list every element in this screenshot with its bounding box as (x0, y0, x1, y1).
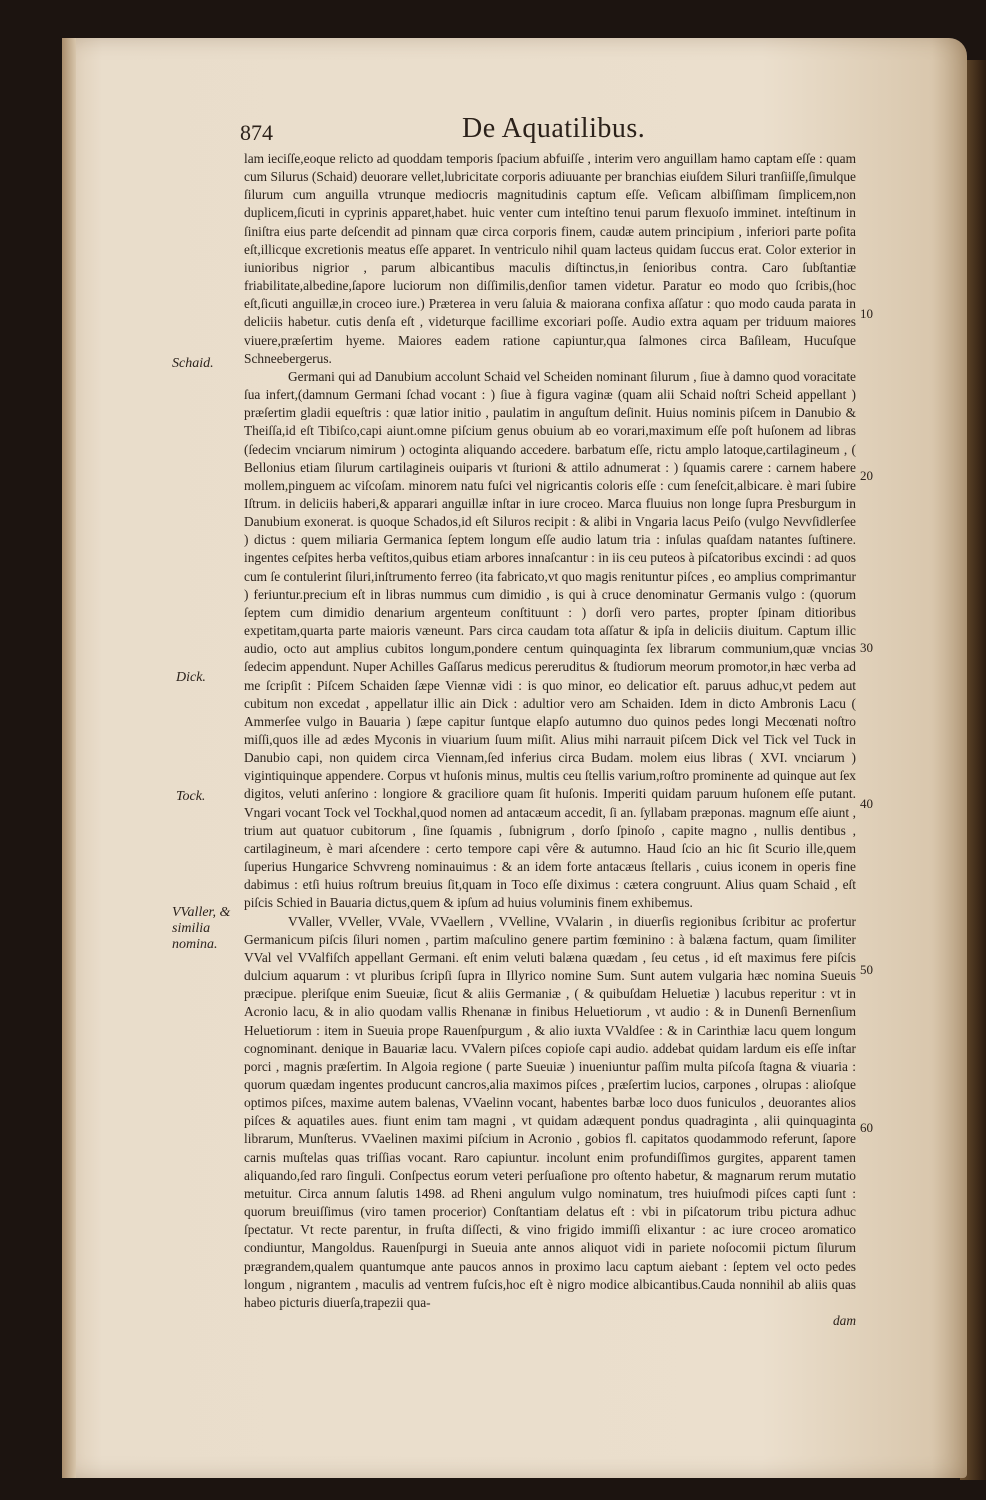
page-gutter-shadow (62, 38, 76, 1478)
running-title: De Aquatilibus. (462, 113, 646, 144)
paragraph-2: Germani qui ad Danubium accolunt Schaid vel Scheiden nominant ſilurum , ſiue à damno quod voracitate ſua infert,(damnum Germani ſchad vocant : ) ſiue à figura vaginæ (quam alii Schaid noſtri Scheid appellant ) præſertim gladii equeſtris : quæ latior initio , paulatim in anguſtum deſinit. Huius nominis piſcem in Danubio & Theiſſa,id eſt Tibiſco,capi aiunt.omne piſcium genus obuium ab eo vorari,maximum eſſe poſt huſonem ad libras (ſedecim vnciarum nimirum ) octoginta aliquando accedere. barbatum eſſe, rictu amplo latoque,cartilagineum , ( Bellonius etiam ſilurum cartilagineis ouiparis vt ſturioni & attilo adnumerat : ) ſquamis carere : carnem habere mollem,pinguem ac viſcoſam. minorem natu fuſci vel nigricantis coloris eſſe : cum ſeneſcit,albicare. è mari ſubire Iſtrum. in deliciis haberi,& apparari anguillæ inſtar in iure croceo. Marca fluuius non longe ſupra Presburgum in Danubium exonerat. is quoque Schados,id eſt Siluros recipit : & alibi in Vngaria lacus Peiſo (vulgo Nevvſidlerſee ) dictus : quem miliaria Germanica ſeptem longum eſſe audio latum tria : inſulas quaſdam natantes ſuſtinere. ingentes ceſpites herba veſtitos,quibus etiam arbores innaſcantur : in iis ceu puteos à piſcatoribus excindi : ad quos cum ſe contulerint ſiluri,inſtrumento ferreo (ita fabricato,vt quo magis renituntur piſces , eo amplius comprimantur ) feriuntur.precium eſt in libras nummus cum dimidio , is qui à cruce denominatur Germanis vulgo : (quorum ſeptem cum dimidio denarium argenteum conſtituunt : ) dorſi vero partes, propter ſpinam ditioribus expetitam,quarta parte maioris væneunt. Pars circa caudam tota aſſatur & ipſa in deliciis diuitum. Captum illic audio, octo aut amplius cubitos longum,pondere centum quinquaginta ſex librarum communium,quæ vncias ſedecim appendunt. Nuper Achilles Gaſſarus medicus pereruditus & ſtudiorum meorum promotor,in hæc verba ad me ſcripſit : Piſcem Schaiden ſæpe Viennæ vidi : is quo minor, eo delicatior eſt. paruus adhuc,vt pedem aut cubitum non excedat , appellatur illic ain Dick : adultior vero am Schaiden. Idem in dicto Ambronis Lacu ( Ammerſee vulgo in Bauaria ) ſæpe capitur ſuntque elapſo autumno duo quinos pedes longi Mecœnati noſtro miſſi,quos ille ad ædes Myconis in viuarium ſuum miſit. Alius mihi narrauit piſcem Dick vel Tick vel Tuck in Danubio capi, non quidem circa Viennam,ſed inferius circa Budam. molem eius libras ( XVI. vnciarum ) vigintiquinque appendere. Corpus vt huſonis minus, multis ceu ſtellis varium,roſtro prominente ad quinque aut ſex digitos, veluti anſerino : longiore & graciliore quam ſit huſonis. Imperiti quidam paruum huſonem eſſe putant. Vngari vocant Tock vel Tockhal,quod nomen ad antacæum accedit, ſi an. ſyllabam præponas. magnum eſſe aiunt , trium aut quatuor cubitorum , ſine ſquamis , ſubnigrum , dorſo ſpinoſo , capite magno , nullis dentibus , cartilagineum, è mari aſcendere : certo tempore capi vêre & autumno. Haud ſcio an hic ſit Scurio ille,quem ſuperius Hungarice Schvvreng nominauimus : & an idem forte antacæus ſtellaris , cuius iconem in operis fine dabimus : etſi huius roſtrum breuius ſit,quam in Toco eſſe diximus : cætera congruunt. Alius quam Schaid , eſt piſcis Schied in Bauaria dictus,quem & ipſum ad huius voluminis finem exhibemus. (244, 368, 856, 911)
line-number-10: 10 (860, 306, 873, 321)
main-text (244, 150, 856, 1330)
page-number: 874 (240, 120, 273, 145)
line-number-20: 20 (860, 468, 873, 483)
marginal-note-tock: Tock. (176, 789, 206, 804)
line-number-50: 50 (860, 962, 873, 977)
marginal-note-dick: Dick. (176, 670, 206, 685)
line-number-60: 60 (860, 1120, 873, 1135)
line-number-30: 30 (860, 640, 873, 655)
marginal-note-schaid: Schaid. (172, 356, 214, 371)
paragraph-1: lam ieciſſe,eoque relicto ad quoddam temporis ſpacium abfuiſſe , interim vero anguillam hamo captam eſſe : quam cum Silurus (Schaid) deuorare vellet,lubricitate corporis adiuuante per branchias eiuſdem Siluri tranſiiſſe,ſimulque ſilurum cum anguilla vtrunque mediocris magnitudinis captum eſſe. Veſicam albiſſimam ſimplicem,non duplicem,ſicuti in cyprinis apparet,habet. huic venter cum inteſtino tenui parum flexuoſo imminet. inteſtinum in ſiniſtra eius parte deſcendit ad pinnam quæ circa corporis finem, caudæ autem principium , inferiori parte poſita eſt,illicque excretionis meatus eſſe apparet. In ventriculo nihil quam lacteus quidam ſuccus erat. Color exterior in iunioribus nigrior , parum albicantibus maculis diſtinctus,in ſenioribus contra. Caro ſubſtantiæ friabilitate,albedine,ſapore luciorum non diſſimilis,denſior tamen videtur. Paratur eo modo quo ſcribis,(hoc eſt,ſicuti anguillæ,in croceo iure.) Præterea in veru ſaluia & maiorana confixa aſſatur : quo modo cauda parata in deliciis habetur. cutis denſa eſt , videturque facillime excoriari poſſe. Audio extra aquam per triduum maiores viuere,præſertim hyeme. Maiores eadem ratione capiuntur,qua ſalmones circa Baſileam, Hucuſque Schneebergerus. (244, 151, 856, 366)
paragraph-3: VValler, VVeller, VVale, VVaellern , VVelline, VValarin , in diuerſis regionibus ſcribitur ac profertur Germanicum piſcis ſiluri nomen , partim maſculino genere partim fœminino : à balæna factum, quam ſimiliter VVal vel VValfiſch appellant Germani. eſt enim veluti balæna quædam , ſeu cetus , id eſt maximus fere piſcis dulcium aquarum : vt pluribus ſcripſi ſupra in Illyrico nomine Sum. Sunt autem vulgaria hæc nomina Sueuis præcipue. pleriſque enim Sueuiæ, ſicut & aliis Germaniæ , ( & quibuſdam Heluetiæ ) lacubus reperitur : vt in Acronio lacu, & in alio quodam vallis Rhenanæ in finibus Heluetiorum , vt audio : & in Dunenſi Bernenſium Heluetiorum : item in Sueuia prope Rauenſpurgum , & alio iuxta VValdſee : & in Carinthiæ lacu quem longum cognominant. denique in Bauariæ lacu. VValern piſces copioſe capi audio. addebat quidam lardum eis eſſe inſtar porci , magnis præſertim. In Algoia regione ( parte Sueuiæ ) inueniuntur paſſim multa piſcoſa ſtagna & viuaria : quorum quædam ingentes producunt cancros,alia maximos piſces , præſertim lucios, carpones , olrupas : alioſque optimos piſces, maxime autem balenas, VVaelinn vocant, habentes barbæ loco duos funiculos , deuorantes alios piſces & aquatiles aues. fiunt enim tam magni , vt quidam adæquent pondus quadraginta , alii quinquaginta librarum, Munſterus. VVaelinen maximi piſcium in Acronio , gobios fl. capitatos quodammodo referunt, ſapore carnis muſtelas quas triſſias vocant. Raro capiuntur. incolunt enim profundiſſimos gurgites, apparent tamen aliquando,ſed raro ſinguli. Conſpectus eorum veteri perſuaſione pro oſtento habetur, & magnarum rerum mutatio metuitur. Circa annum ſalutis 1498. ad Rheni angulum vulgo nominatum, tres huiuſmodi piſces capti ſunt : quorum breuiſſimus (viro tamen procerior) Conſtantiam delatus eſt : vbi in piſcatorum tribu pictura adhuc ſpectatur. Vt recte parentur, in fruſta diſſecti, & vino frigido immiſſi elixantur : ac iure croceo aromatico condiuntur, Mangoldus. Rauenſpurgi in Sueuia ante annos aliquot vidi in pariete noſocomii pictum ſilurum prægrandem,qualem quantumque ante paucos annos in proximo lacu captum aiebant : ſeptem vel octo pedes longum , nigrantem , maculis ad ventrem fuſcis,hoc eſt è nigro modice albicantibus.Cauda nonnihil ab aliis quas habeo picturis diuerſa,trapezii qua- (244, 913, 856, 1310)
catchword: dam (832, 1313, 856, 1328)
marginal-note-vvaller: VValler, & similia nomina. (172, 905, 231, 952)
line-number-40: 40 (860, 796, 873, 811)
